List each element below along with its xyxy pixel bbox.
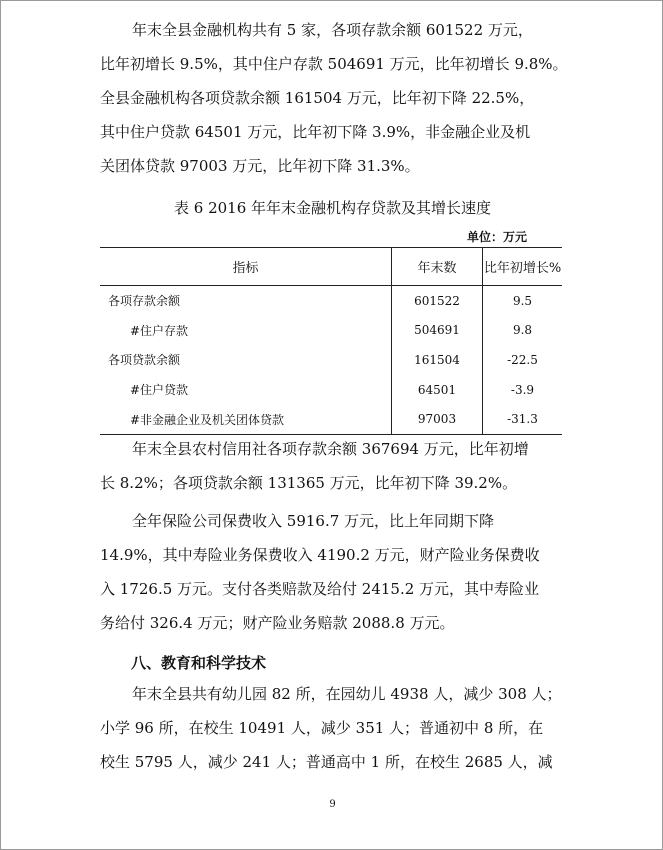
section-heading: 八、教育和科学技术 bbox=[131, 654, 267, 672]
header-growth: 比年初增长% bbox=[483, 248, 563, 286]
text-line: 长 8.2%；各项贷款余额 131365 万元，比年初下降 39.2%。 bbox=[100, 474, 518, 492]
text-line: 其中住户贷款 64501 万元，比年初下降 3.9%，非金融企业及机 bbox=[100, 123, 531, 141]
page-number: 9 bbox=[329, 799, 336, 810]
deposit-loan-table bbox=[100, 247, 562, 435]
text-line: 年末全县金融机构共有 5 家，各项存款余额 601522 万元， bbox=[132, 21, 533, 39]
table-row bbox=[100, 345, 562, 375]
row-value: 161504 bbox=[392, 345, 483, 375]
text-line: 全年保险公司保费收入 5916.7 万元，比上年同期下降 bbox=[132, 512, 495, 530]
row-value: 64501 bbox=[392, 375, 483, 405]
paragraph-insurance bbox=[100, 504, 570, 640]
table-caption: 表 6 2016 年年末金融机构存贷款及其增长速度 bbox=[173, 199, 492, 217]
table-header-row bbox=[100, 248, 562, 286]
text-line: 全县金融机构各项贷款余额 161504 万元，比年初下降 22.5%， bbox=[100, 89, 535, 107]
row-growth: -22.5 bbox=[507, 352, 538, 367]
table-row bbox=[100, 404, 562, 434]
header-indicator: 指标 bbox=[100, 248, 392, 286]
header-year-end: 年末数 bbox=[392, 248, 483, 286]
text-line: 年末全县共有幼儿园 82 所，在园幼儿 4938 人，减少 308 人； bbox=[132, 685, 562, 703]
text-line: 关团体贷款 97003 万元，比年初下降 31.3%。 bbox=[100, 157, 420, 175]
row-indicator: 各项贷款余额 bbox=[108, 353, 181, 368]
table-row bbox=[100, 375, 562, 405]
row-value: 97003 bbox=[392, 404, 483, 434]
paragraph-rural-credit bbox=[100, 432, 570, 500]
row-indicator: 各项存款余额 bbox=[108, 294, 181, 309]
table-row bbox=[100, 286, 562, 316]
row-growth: 9.8 bbox=[512, 323, 533, 338]
paragraph-finance-institutions bbox=[100, 13, 570, 183]
row-growth: 9.5 bbox=[512, 293, 533, 308]
row-indicator: #住户存款 bbox=[130, 323, 189, 338]
row-indicator: #非金融企业及机关团体贷款 bbox=[100, 404, 392, 434]
table-row bbox=[100, 316, 562, 346]
row-value: 504691 bbox=[392, 316, 483, 346]
text-line: 务给付 326.4 万元；财产险业务赔款 2088.8 万元。 bbox=[100, 614, 455, 632]
table-unit: 单位：万元 bbox=[467, 230, 528, 244]
text-line: 校生 5795 人，减少 241 人；普通高中 1 所，在校生 2685 人，减 bbox=[100, 753, 553, 771]
text-line: 入 1726.5 万元。支付各类赔款及给付 2415.2 万元，其中寿险业 bbox=[100, 580, 540, 598]
text-line: 年末全县农村信用社各项存款余额 367694 万元，比年初增 bbox=[132, 440, 529, 458]
row-growth: -31.3 bbox=[483, 404, 563, 434]
text-line: 小学 96 所，在校生 10491 人，减少 351 人；普通初中 8 所，在 bbox=[100, 719, 544, 737]
text-line: 比年初增长 9.5%，其中住户存款 504691 万元，比年初增长 9.8%。 bbox=[100, 55, 568, 73]
text-line: 14.9%，其中寿险业务保费收入 4190.2 万元，财产险业务保费收 bbox=[100, 546, 540, 564]
row-growth: -3.9 bbox=[510, 382, 535, 397]
row-value: 601522 bbox=[392, 286, 483, 316]
row-indicator: #住户贷款 bbox=[130, 383, 189, 398]
paragraph-education bbox=[100, 677, 570, 779]
